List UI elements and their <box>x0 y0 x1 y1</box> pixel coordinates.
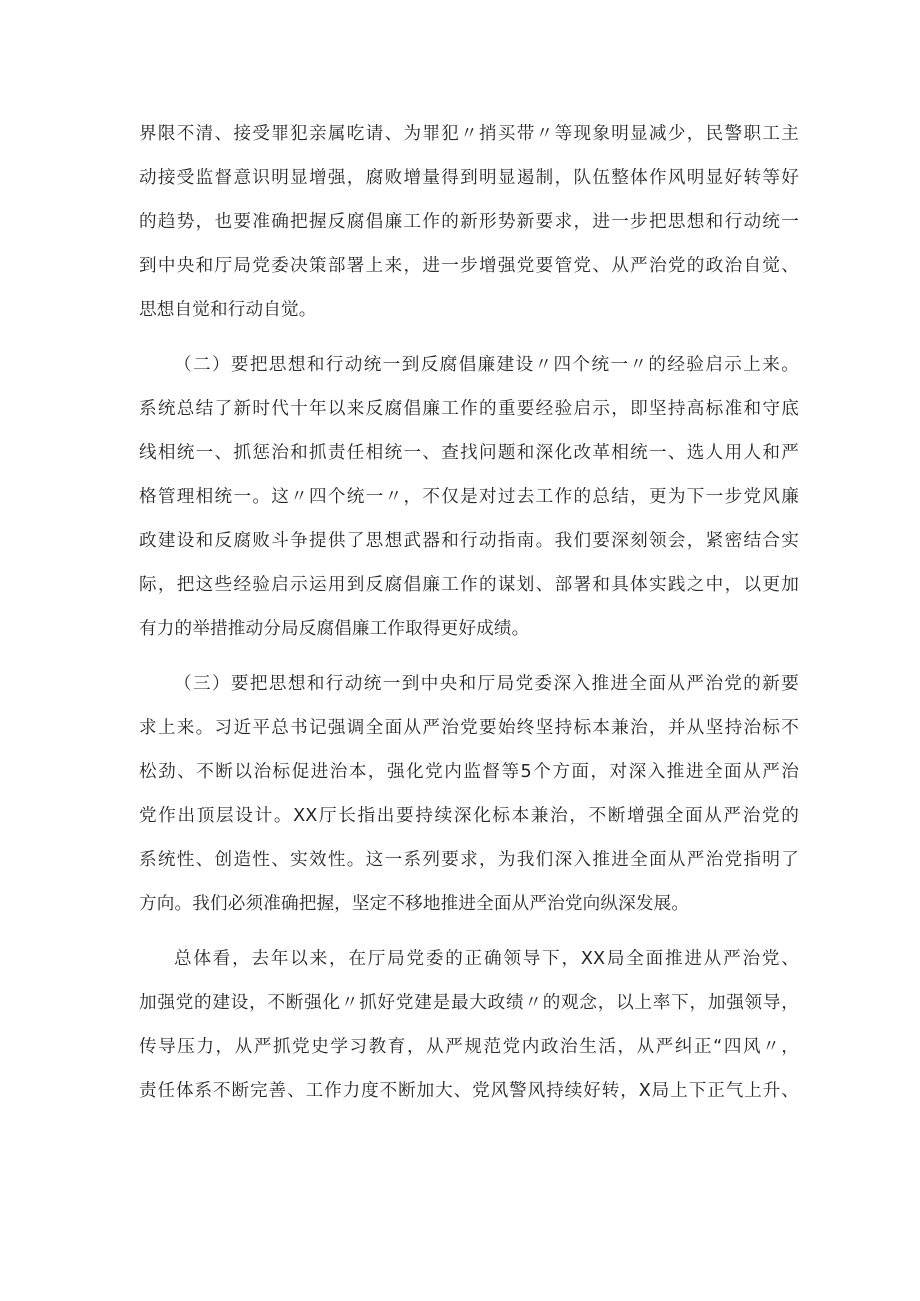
text-line: 线相统一、抓惩治和抓责任相统一、查找问题和深化改革相统一、选人用人和严 <box>139 443 799 463</box>
text-line: 系统性、创造性、实效性。这一系列要求，为我们深入推进全面从严治党指明了 <box>139 850 799 870</box>
paragraph-2 <box>139 343 799 651</box>
text-line: 的趋势，也要准确把握反腐倡廉工作的新形势新要求，进一步把思想和行动统一 <box>139 212 799 232</box>
text-line-indented: 总体看，去年以来，在厅局党委的正确领导下，XX局全面推进从严治党、 <box>174 949 799 969</box>
paragraph-3 <box>139 662 799 926</box>
paragraph-4 <box>139 937 799 1113</box>
text-line: 际，把这些经验启示运用到反腐倡廉工作的谋划、部署和具体实践之中，以更加 <box>139 575 799 595</box>
text-line: 格管理相统一。这〃四个统一〃，不仅是对过去工作的总结，更为下一步党风廉 <box>139 487 799 507</box>
text-line: 方向。我们必须准确把握，坚定不移地推进全面从严治党向纵深发展。 <box>139 894 690 914</box>
text-line: 求上来。习近平总书记强调全面从严治党要始终坚持标本兼治，并从坚持治标不 <box>139 718 799 738</box>
text-line: 责任体系不断完善、工作力度不断加大、党风警风持续好转，X局上下正气上升、 <box>139 1081 799 1101</box>
text-line: 到中央和厅局党委决策部署上来，进一步增强党要管党、从严治党的政治自觉、 <box>139 256 799 276</box>
text-line-indented: （三）要把思想和行动统一到中央和厅局党委深入推进全面从严治党的新要 <box>174 674 799 694</box>
text-line: 传导压力，从严抓党史学习教育，从严规范党内政治生活，从严纠正“四风〃， <box>139 1037 799 1057</box>
text-line: 动接受监督意识明显增强，腐败增量得到明显遏制，队伍整体作风明显好转等好 <box>139 168 799 188</box>
text-line: 系统总结了新时代十年以来反腐倡廉工作的重要经验启示，即坚持高标准和守底 <box>139 399 799 419</box>
text-line: 党作出顶层设计。XX厅长指出要持续深化标本兼治，不断增强全面从严治党的 <box>139 806 799 826</box>
text-line: 有力的举措推动分局反腐倡廉工作取得更好成绩。 <box>139 619 530 639</box>
text-line: 松劲、不断以治标促进治本，强化党内监督等5个方面，对深入推进全面从严治 <box>139 762 799 782</box>
text-line: 思想自觉和行动自觉。 <box>139 300 317 320</box>
paragraph-1 <box>139 112 799 332</box>
text-line: 界限不清、接受罪犯亲属吃请、为罪犯〃捎买带〃等现象明显减少，民警职工主 <box>139 124 799 144</box>
text-line-indented: （二）要把思想和行动统一到反腐倡廉建设〃四个统一〃的经验启示上来。 <box>174 355 799 375</box>
text-line: 政建设和反腐败斗争提供了思想武器和行动指南。我们要深刻领会，紧密结合实 <box>139 531 799 551</box>
text-line: 加强党的建设，不断强化〃抓好党建是最大政绩〃的观念，以上率下，加强领导， <box>139 993 799 1013</box>
document-body <box>139 112 799 1124</box>
